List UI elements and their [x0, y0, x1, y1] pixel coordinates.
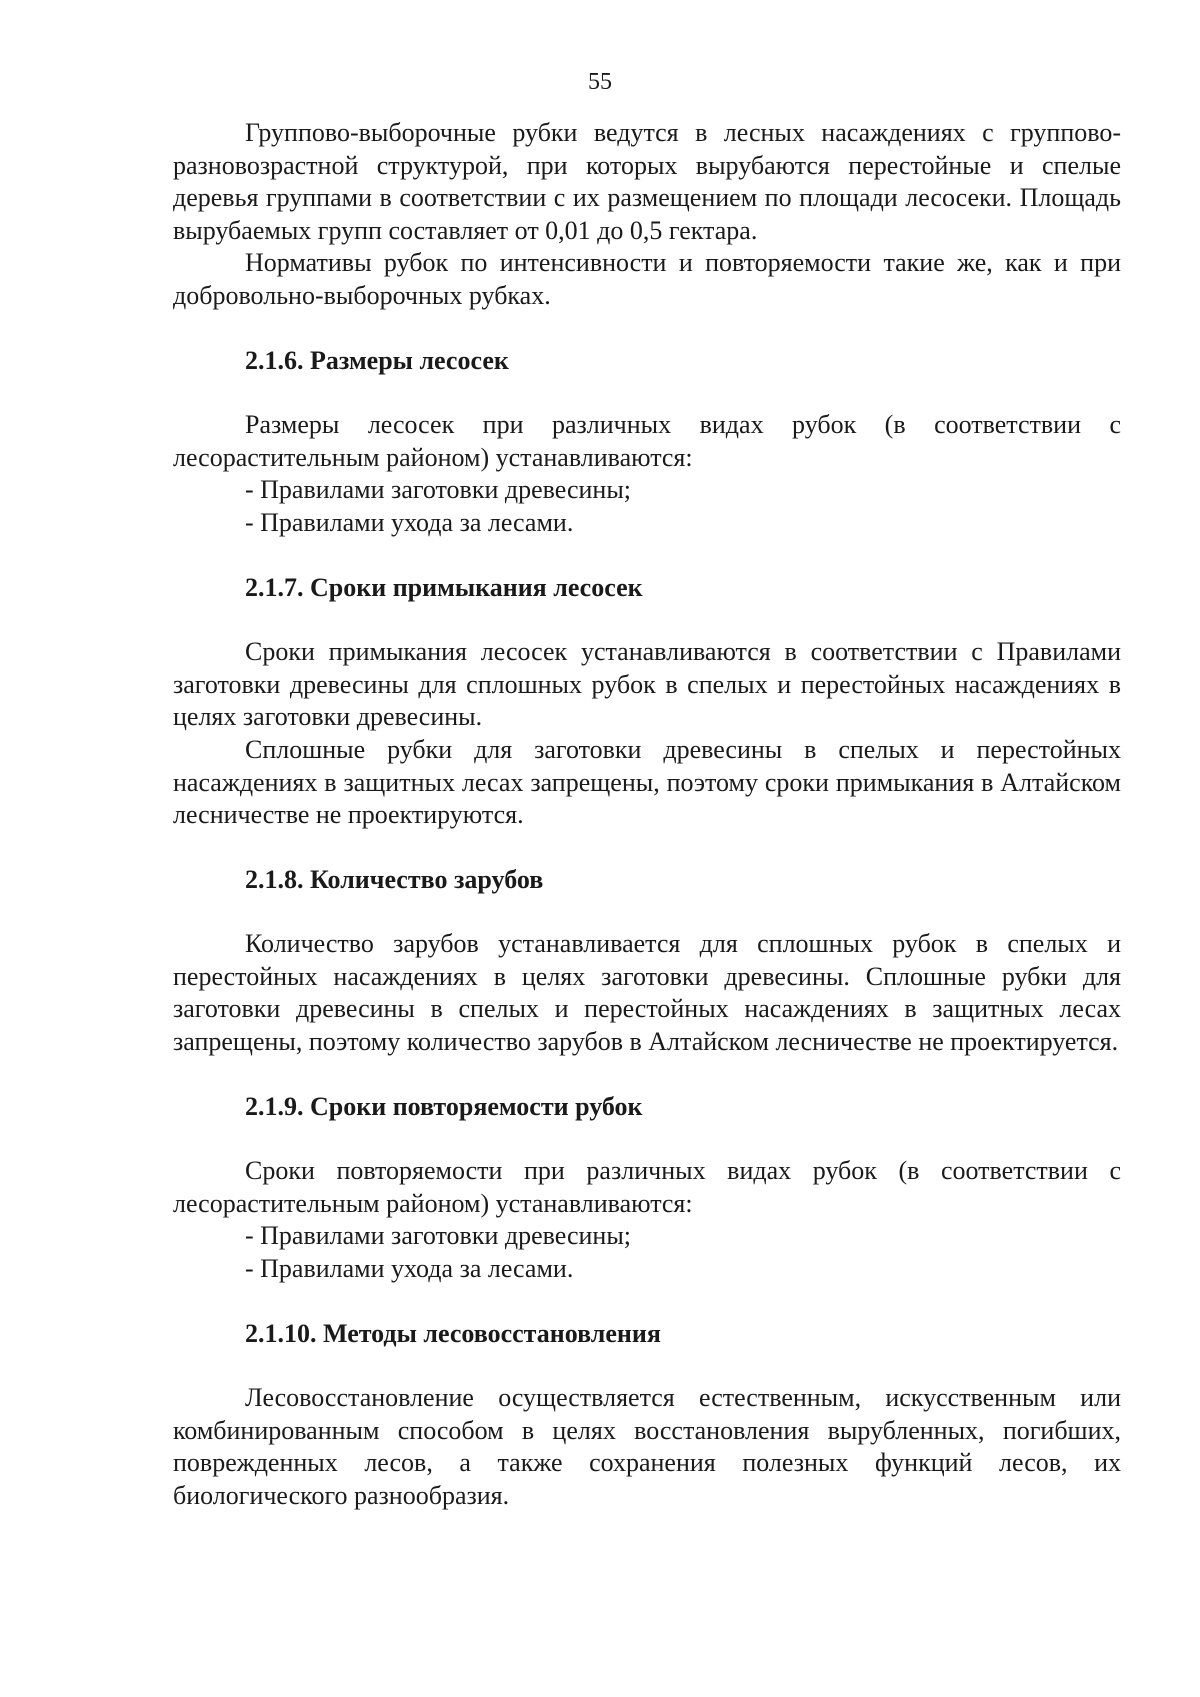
section-heading-2-1-7: 2.1.7. Сроки примыкания лесосек: [245, 572, 643, 602]
page-number: 55: [588, 69, 612, 95]
paragraph-cutting-area-sizes: Размеры лесосек при различных видах рубок (в соответствии с лесорастительным районом) устанавливаются:: [173, 410, 1121, 472]
section-heading-2-1-9: 2.1.9. Сроки повторяемости рубок: [245, 1091, 643, 1121]
paragraph-group-selective-cutting: Группово-выборочные рубки ведутся в лесных насаждениях с группово-разновозрастной структурой, при которых вырубаются перестойные и спелые деревья группами в соответствии с их размещением по площади лесосеки. Площадь вырубаемых групп составляет от 0,01 до 0,5 гектара.: [173, 118, 1121, 245]
paragraph-clear-cutting-prohibited: Сплошные рубки для заготовки древесины в спелых и перестойных насаждениях в защитных лесах запрещены, поэтому сроки примыкания в Алтайском лесничестве не проектируются.: [173, 734, 1121, 830]
paragraph-adjacency-terms: Сроки примыкания лесосек устанавливаются в соответствии с Правилами заготовки древесины для сплошных рубок в спелых и перестойных насаждениях в целях заготовки древесины.: [173, 637, 1121, 732]
list-item-forest-care-rules-2: - Правилами ухода за лесами.: [245, 1254, 574, 1284]
paragraph-number-of-cuts: Количество зарубов устанавливается для сплошных рубок в спелых и перестойных насаждениях в целях заготовки древесины. Сплошные рубки для заготовки древесины в спелых и перестойных насаждениях в защитных лесах запрещены, поэтому количество зарубов в Алтайском лесничестве не проектируется.: [173, 929, 1121, 1057]
page-body: [173, 117, 1121, 1513]
section-heading-2-1-6: 2.1.6. Размеры лесосек: [245, 345, 509, 375]
list-item-harvesting-rules-2: - Правилами заготовки древесины;: [245, 1221, 632, 1251]
list-item-forest-care-rules: - Правилами ухода за лесами.: [245, 507, 574, 537]
list-item-harvesting-rules: - Правилами заготовки древесины;: [245, 475, 632, 505]
section-heading-2-1-10: 2.1.10. Методы лесовосстановления: [245, 1318, 661, 1348]
paragraph-repeat-cutting-terms: Сроки повторяемости при различных видах рубок (в соответствии с лесорастительным районом) устанавливаются:: [173, 1156, 1121, 1218]
section-heading-2-1-8: 2.1.8. Количество зарубов: [245, 864, 544, 894]
paragraph-cutting-norms: Нормативы рубок по интенсивности и повторяемости такие же, как и при добровольно-выборочных рубках.: [173, 248, 1121, 310]
paragraph-reforestation-methods: Лесовосстановление осуществляется естественным, искусственным или комбинированным способом в целях восстановления вырубленных, погибших, поврежденных лесов, а также сохранения полезных функций лесов, их биологического разнообразия.: [173, 1383, 1121, 1510]
